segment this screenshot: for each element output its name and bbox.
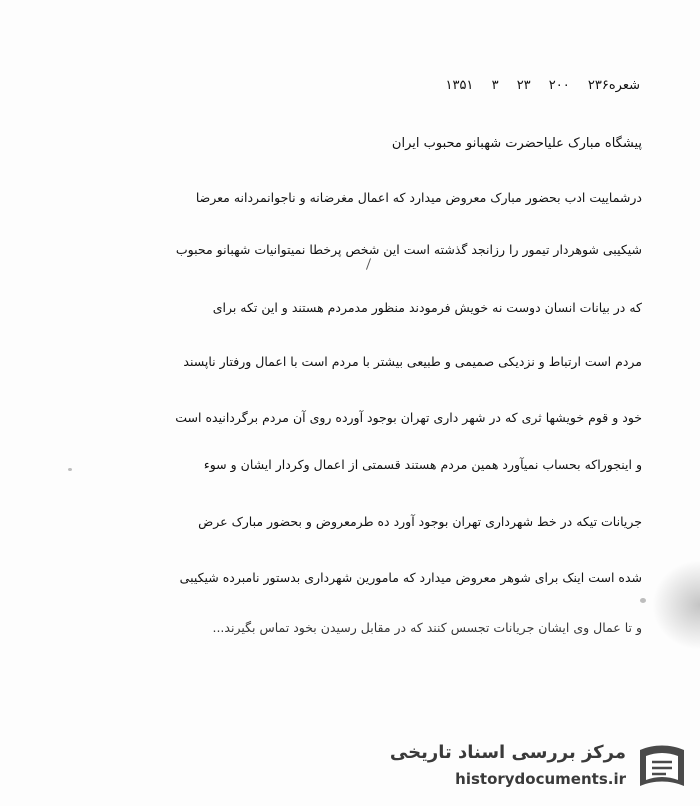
- scan-speck: [640, 598, 646, 603]
- reference-day: ۲۳: [516, 78, 531, 93]
- reference-month: ۳: [491, 78, 499, 93]
- body-line: و تا عمال وی ایشان جریانات تجسس کنند که در مقابل رسیدن بخود تماس بگیرند...: [212, 620, 642, 635]
- body-line: خود و قوم خویشها ثری که در شهر داری تهران بوجود آورده روی آن مردم برگردانیده است: [175, 410, 642, 425]
- body-line: که در بیانات انسان دوست نه خویش فرمودند منظور مدمردم هستند و این تکه برای: [212, 300, 642, 315]
- body-line: و اینجوراکه بحساب نمیآورد همین مردم هستند قسمتی از اعمال وکردار ایشان و سوء: [203, 457, 642, 472]
- watermark: [388, 738, 688, 798]
- salutation: پیشگاه مبارک علیاحضرت شهبانو محبوب ایران: [391, 136, 642, 151]
- watermark-title: مرکز بررسی اسناد تاریخی: [389, 742, 626, 763]
- reference-number: شعره۲۳۶: [587, 78, 640, 93]
- watermark-url[interactable]: historydocuments.ir: [455, 770, 626, 788]
- reference-year: ۱۳۵۱: [445, 78, 474, 93]
- body-line: جریانات تیکه در خط شهرداری تهران بوجود آورد ده طرمعروض و بحضور مبارک عرض: [198, 514, 642, 529]
- body-line: شیکیبی شوهردار تیمور را رزانجد گذشته است این شخص پرخطا نمیتوانیات شهبانو محبوب: [175, 242, 642, 257]
- reference-code: ۲۰۰: [548, 78, 570, 93]
- pen-mark: [366, 258, 371, 270]
- reference-line: [431, 78, 640, 93]
- scan-shadow: [652, 560, 700, 650]
- archive-logo-icon: [636, 742, 688, 794]
- body-line: درشماییت ادب بحضور مبارک معروض میدارد که اعمال مغرضانه و ناجوانمردانه معرضا: [195, 190, 642, 205]
- body-line: شده است اینک برای شوهر معروض میدارد که مامورین شهرداری بدستور نامبرده شیکیبی: [179, 570, 642, 585]
- body-line: مردم است ارتباط و نزدیکی صمیمی و طبیعی بیشتر با مردم است با اعمال ورفتار ناپسند: [183, 354, 642, 369]
- scan-speck: [68, 468, 72, 471]
